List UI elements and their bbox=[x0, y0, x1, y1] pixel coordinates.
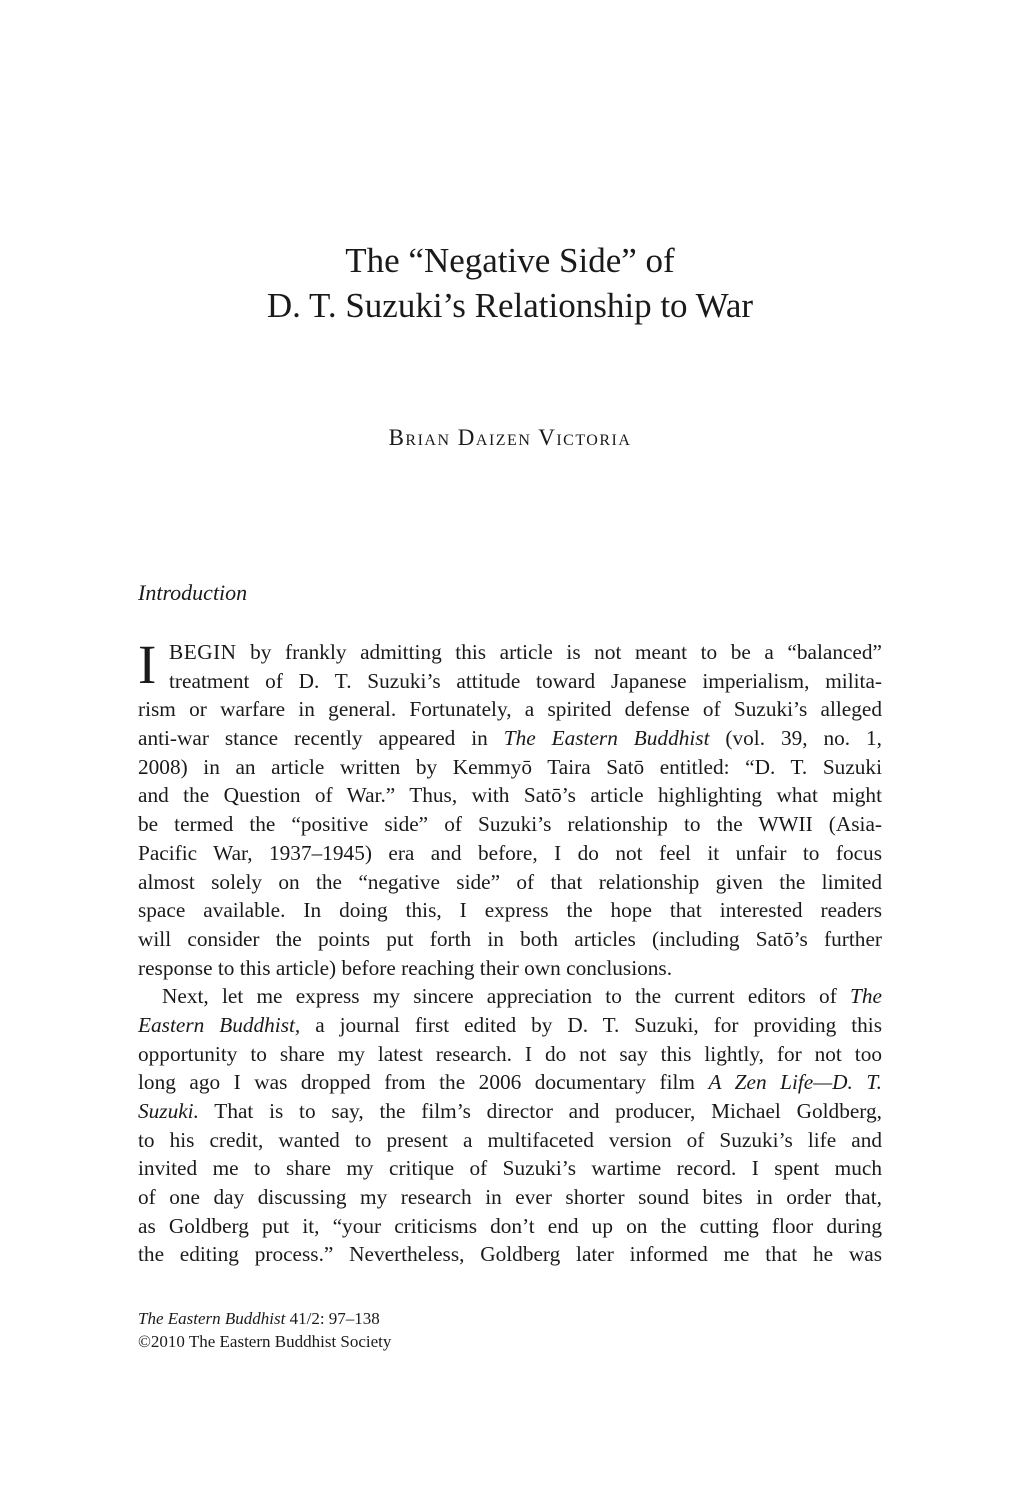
article-title bbox=[0, 238, 1020, 328]
text-run: by frankly admitting this article is not meant to be a “balanced” bbox=[236, 640, 882, 664]
text-line bbox=[138, 982, 882, 1011]
text-line: be termed the “positive side” of Suzuki’s relationship to the WWII (Asia- bbox=[138, 812, 882, 837]
text-line bbox=[138, 1068, 882, 1097]
text-run: a journal first edited by D. T. Suzuki, for providing this bbox=[300, 1012, 882, 1037]
journal-citation bbox=[138, 1307, 391, 1330]
text-line: invited me to share my critique of Suzuki’s wartime record. I spent much bbox=[138, 1156, 882, 1181]
title-line-2: D. T. Suzuki’s Relationship to War bbox=[266, 286, 754, 325]
text-line: as Goldberg put it, “your criticisms don’t end up on the cutting floor during bbox=[138, 1213, 882, 1238]
text-line: and the Question of War.” Thus, with Satō’s article highlighting what might bbox=[138, 783, 882, 808]
copyright-notice: ©2010 The Eastern Buddhist Society bbox=[138, 1332, 392, 1351]
text-run: Next, let me express my sincere appreciation to the current editors of bbox=[162, 984, 851, 1009]
text-line bbox=[138, 724, 882, 753]
text-line: treatment of D. T. Suzuki’s attitude toward Japanese imperialism, milita- bbox=[169, 668, 882, 693]
text-line: Pacific War, 1937–1945) era and before, I do not feel it unfair to focus bbox=[138, 840, 882, 865]
text-run: (vol. 39, no. 1, bbox=[709, 726, 882, 751]
text-line: rism or warfare in general. Fortunately, a spirited defense of Suzuki’s alleged bbox=[138, 697, 882, 722]
text-run: long ago I was dropped from the 2006 documentary film bbox=[138, 1070, 709, 1095]
text-line: of one day discussing my research in ever shorter sound bites in order that, bbox=[138, 1185, 882, 1210]
text-line: almost solely on the “negative side” of that relationship given the limited bbox=[138, 869, 882, 894]
film-title-italic: Suzuki. bbox=[138, 1099, 199, 1123]
text-line: space available. In doing this, I express the hope that interested readers bbox=[138, 898, 882, 923]
lead-small-caps: BEGIN bbox=[169, 640, 237, 664]
text-line: will consider the points put forth in both articles (including Satō’s further bbox=[138, 926, 882, 951]
text-line bbox=[138, 1097, 882, 1126]
paragraph-1 bbox=[138, 634, 882, 982]
journal-title-italic: Eastern Buddhist, bbox=[138, 1012, 301, 1037]
journal-title-italic: The Eastern Buddhist bbox=[503, 726, 710, 751]
text-line bbox=[138, 638, 882, 667]
paragraph-2 bbox=[138, 982, 882, 1269]
text-line: 2008) in an article written by Kemmyō Taira Satō entitled: “D. T. Suzuki bbox=[138, 754, 882, 779]
author-name: Brian Daizen Victoria bbox=[388, 425, 632, 450]
text-line: to his credit, wanted to present a multifaceted version of Suzuki’s life and bbox=[138, 1127, 882, 1152]
title-line-1: The “Negative Side” of bbox=[345, 241, 675, 280]
section-heading: Introduction bbox=[138, 580, 248, 605]
text-run: anti-war stance recently appeared in bbox=[138, 726, 504, 751]
text-run: That is to say, the film’s director and producer, Michael Goldberg, bbox=[198, 1099, 882, 1123]
article-body bbox=[138, 634, 882, 1269]
text-line: the editing process.” Nevertheless, Goldberg later informed me that he was bbox=[138, 1242, 882, 1267]
text-line bbox=[138, 1011, 882, 1040]
citation-pages: 41/2: 97–138 bbox=[285, 1309, 380, 1328]
drop-cap: I bbox=[138, 634, 157, 695]
text-line: response to this article) before reaching their own conclusions. bbox=[138, 955, 673, 980]
journal-name-italic: The Eastern Buddhist bbox=[138, 1309, 286, 1328]
page-footer bbox=[138, 1307, 391, 1353]
text-line: opportunity to share my latest research. I do not say this lightly, for not too bbox=[138, 1041, 882, 1066]
journal-title-italic: The bbox=[850, 984, 882, 1009]
film-title-italic: A Zen Life—D. T. bbox=[708, 1070, 882, 1095]
